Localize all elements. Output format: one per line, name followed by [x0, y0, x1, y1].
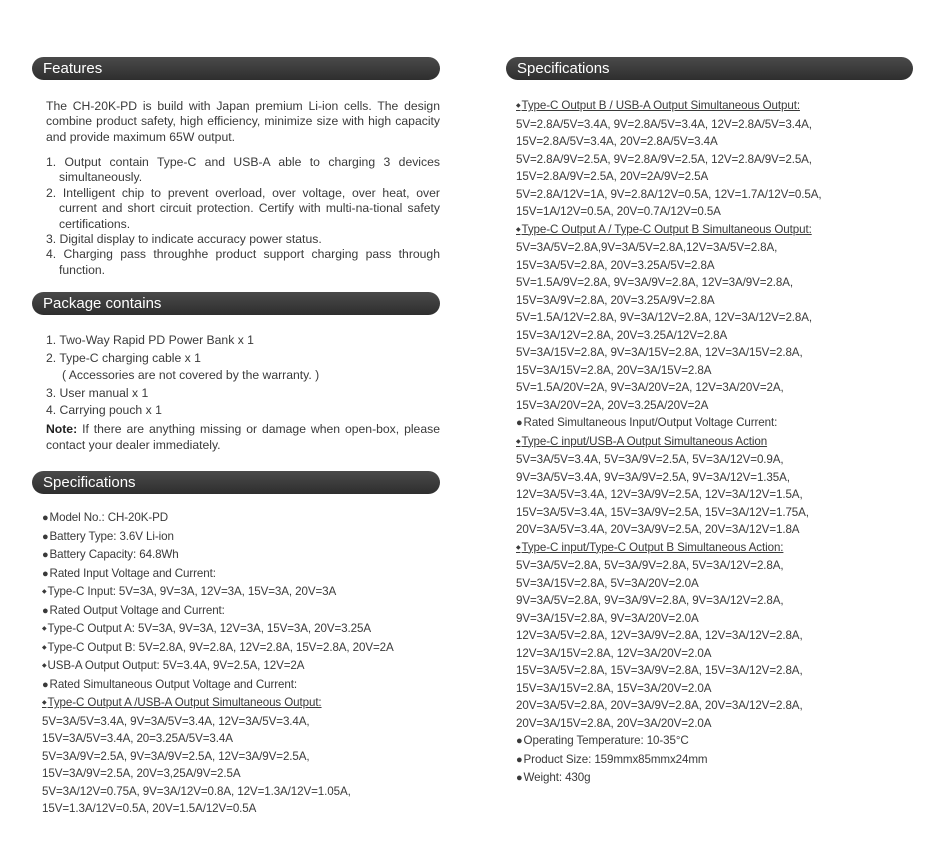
spec-line: 15V=3A/15V=2.8A, 15V=3A/20V=2.0A [516, 681, 712, 695]
spec-line: 15V=3A/5V=2.8A, 20V=3.25A/5V=2.8A [516, 258, 715, 272]
spec-line: 5V=3A/5V=3.4A, 9V=3A/5V=3.4A, 12V=3A/5V=3.4A, [42, 714, 310, 728]
spec-line: 5V=1.5A/12V=2.8A, 9V=3A/12V=2.8A, 12V=3A/12V=2.8A, [516, 311, 813, 324]
list-item: 2. Intelligent chip to prevent overload, over voltage, over heat, over current and short circuit protection. Certify with multi-na-tional safety certifications. [46, 185, 440, 231]
spec-line: 5V=3A/12V=0.75A, 9V=3A/12V=0.8A, 12V=1.3A/12V=1.05A, [42, 784, 351, 798]
package-header: Package contains [32, 292, 440, 315]
list-item: 3. User manual x 1 [46, 385, 149, 400]
spec-line: ● Battery Type: 3.6V Li-ion [42, 528, 394, 547]
spec-line: 15V=1A/12V=0.5A, 20V=0.7A/12V=0.5A [516, 205, 721, 218]
spec-line: 15V=3A/5V=3.4A, 15V=3A/9V=2.5A, 15V=3A/12V=1.75A, [516, 505, 809, 519]
list-item: ( Accessories are not covered by the warranty. ) [62, 368, 320, 382]
spec-line: 5V=1.5A/9V=2.8A, 9V=3A/9V=2.8A, 12V=3A/9V=2.8A, [516, 276, 793, 289]
specs-left-header: Specifications [32, 471, 440, 494]
spec-line: 5V=2.8A/12V=1A, 9V=2.8A/12V=0.5A, 12V=1.7A/12V=0.5A, [516, 187, 822, 201]
spec-line: ◆ Type-C input/Type-C Output B Simultaneous Action: [516, 539, 822, 558]
features-list [46, 155, 440, 278]
spec-line: 5V=3A/9V=2.5A, 9V=3A/9V=2.5A, 12V=3A/9V=2.5A, [42, 749, 310, 763]
spec-line: ● Product Size: 159mmx85mmx24mm [516, 751, 822, 770]
spec-line: 5V=1.5A/20V=2A, 9V=3A/20V=2A, 12V=3A/20V=2A, [516, 381, 784, 394]
spec-line: ● Battery Capacity: 64.8Wh [42, 546, 394, 565]
spec-line: ● Rated Input Voltage and Current: [42, 565, 394, 584]
spec-line: ● Operating Temperature: 10-35°C [516, 732, 822, 751]
features-header: Features [32, 57, 440, 80]
spec-line: 20V=3A/5V=3.4A, 20V=3A/9V=2.5A, 20V=3A/12V=1.8A [516, 523, 800, 536]
spec-line: 5V=2.8A/9V=2.5A, 9V=2.8A/9V=2.5A, 12V=2.8A/9V=2.5A, [516, 152, 812, 166]
spec-line: 5V=3A/5V=2.8A,9V=3A/5V=2.8A,12V=3A/5V=2.8A, [516, 241, 778, 254]
spec-line: 15V=2.8A/9V=2.5A, 20V=2A/9V=2.5A [516, 170, 709, 183]
spec-line: 15V=3A/15V=2.8A, 20V=3A/15V=2.8A [516, 363, 712, 377]
spec-line: 9V=3A/5V=2.8A, 9V=3A/9V=2.8A, 9V=3A/12V=2.8A, [516, 594, 784, 607]
list-item: 4. Carrying pouch x 1 [46, 403, 162, 417]
spec-line: 20V=3A/5V=2.8A, 20V=3A/9V=2.8A, 20V=3A/12V=2.8A, [516, 699, 803, 712]
spec-line: 15V=1.3A/12V=0.5A, 20V=1.5A/12V=0.5A [42, 802, 257, 815]
package-list [46, 332, 440, 420]
list-item: 3. Digital display to indicate accuracy power status. [46, 232, 322, 247]
spec-line: ◆ Type-C Output B: 5V=2.8A, 9V=2.8A, 12V=2.8A, 15V=2.8A, 20V=2A [42, 639, 394, 658]
list-item: 4. Charging pass throughhe product support charging pass through function. [46, 247, 440, 277]
spec-line: 15V=3A/12V=2.8A, 20V=3.25A/12V=2.8A [516, 328, 728, 342]
spec-line: 9V=3A/5V=3.4A, 9V=3A/9V=2.5A, 9V=3A/12V=1.35A, [516, 470, 790, 484]
spec-line: ◆ Type-C Output A: 5V=3A, 9V=3A, 12V=3A, 15V=3A, 20V=3.25A [42, 620, 394, 639]
specs-right-list [516, 97, 822, 788]
spec-line: 5V=2.8A/5V=3.4A, 9V=2.8A/5V=3.4A, 12V=2.8A/5V=3.4A, [516, 117, 812, 131]
note-text: If there are anything missing or damage when open-box, please contact your dealer immediately. [46, 422, 440, 452]
note-label: Note: [46, 422, 78, 436]
spec-line: 12V=3A/5V=2.8A, 12V=3A/9V=2.8A, 12V=3A/12V=2.8A, [516, 629, 803, 642]
spec-line: 15V=3A/5V=2.8A, 15V=3A/9V=2.8A, 15V=3A/12V=2.8A, [516, 664, 803, 677]
spec-line: 15V=3A/5V=3.4A, 20=3.25A/5V=3.4A [42, 732, 233, 745]
package-note [46, 422, 440, 453]
spec-line: 12V=3A/15V=2.8A, 12V=3A/20V=2.0A [516, 646, 712, 660]
list-item: 1. Output contain Type-C and USB-A able to charging 3 devices simultaneously. [46, 155, 440, 185]
spec-line: ◆ Type-C Output B / USB-A Output Simultaneous Output: [516, 97, 822, 116]
spec-line: ● Rated Simultaneous Output Voltage and Current: [42, 676, 394, 695]
spec-line: ◆ Type-C Output A / Type-C Output B Simultaneous Output: [516, 221, 822, 240]
spec-line: 5V=3A/5V=2.8A, 5V=3A/9V=2.8A, 5V=3A/12V=2.8A, [516, 559, 784, 572]
spec-line: 15V=3A/20V=2A, 20V=3.25A/20V=2A [516, 398, 709, 412]
spec-line: 15V=2.8A/5V=3.4A, 20V=2.8A/5V=3.4A [516, 135, 718, 148]
spec-line: 20V=3A/15V=2.8A, 20V=3A/20V=2.0A [516, 716, 712, 730]
list-item: 1. Two-Way Rapid PD Power Bank x 1 [46, 333, 254, 347]
spec-line: ◆ Type-C input/USB-A Output Simultaneous Action [516, 433, 822, 452]
spec-line: ● Weight: 430g [516, 769, 822, 788]
specs-right-header: Specifications [506, 57, 913, 80]
list-item: 2. Type-C charging cable x 1 [46, 350, 201, 365]
specs-left-list [42, 509, 394, 818]
spec-line: ◆ Type-C Output A /USB-A Output Simultaneous Output: [42, 694, 394, 713]
spec-line: ◆ USB-A Output Output: 5V=3.4A, 9V=2.5A, 12V=2A [42, 657, 394, 676]
spec-line: 5V=3A/5V=3.4A, 5V=3A/9V=2.5A, 5V=3A/12V=0.9A, [516, 453, 784, 466]
spec-line: 15V=3A/9V=2.8A, 20V=3.25A/9V=2.8A [516, 293, 715, 307]
spec-line: ● Model No.: CH-20K-PD [42, 509, 394, 528]
features-intro: The CH-20K-PD is build with Japan premium Li-ion cells. The design combine product safety, high efficiency, minimize size with high capacity and provide maximum 65W output. [46, 99, 440, 144]
spec-line: 5V=3A/15V=2.8A, 9V=3A/15V=2.8A, 12V=3A/15V=2.8A, [516, 346, 803, 359]
spec-line: ● Rated Simultaneous Input/Output Voltage Current: [516, 414, 822, 433]
spec-line: 9V=3A/15V=2.8A, 9V=3A/20V=2.0A [516, 611, 699, 625]
spec-line: 5V=3A/15V=2.8A, 5V=3A/20V=2.0A [516, 576, 699, 590]
spec-line: 12V=3A/5V=3.4A, 12V=3A/9V=2.5A, 12V=3A/12V=1.5A, [516, 488, 803, 501]
spec-line: 15V=3A/9V=2.5A, 20V=3,25A/9V=2.5A [42, 767, 241, 780]
spec-line: ● Rated Output Voltage and Current: [42, 602, 394, 621]
spec-line: ◆ Type-C Input: 5V=3A, 9V=3A, 12V=3A, 15V=3A, 20V=3A [42, 583, 394, 602]
